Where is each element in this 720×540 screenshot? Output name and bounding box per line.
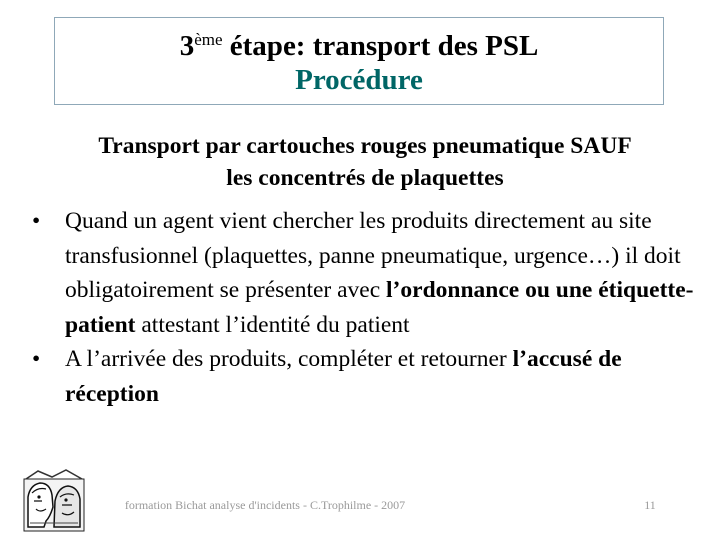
- title-box: [54, 17, 664, 105]
- bullet-1-bold: l’ordonnance ou une étiquette-patient: [65, 277, 694, 338]
- bullet-2-text: A l’arrivée des produits, compléter et retourner: [65, 346, 513, 372]
- slide-footer: formation Bichat analyse d'incidents - C.Trophilme - 2007: [124, 498, 406, 512]
- slide-title: [55, 28, 663, 64]
- lead-line-1: Transport par cartouches rouges pneumatique SAUF: [98, 133, 632, 159]
- lead-line-2: les concentrés de plaquettes: [226, 165, 504, 191]
- bullet-marker: •: [32, 208, 41, 234]
- title-superscript: ème: [194, 30, 223, 49]
- bullet-2-bold: l’accusé de réception: [65, 346, 622, 407]
- title-rest: étape: transport des PSL: [222, 30, 539, 62]
- bullet-1-text-after: attestant l’identité du patient: [135, 311, 410, 338]
- bullet-list: [30, 204, 700, 411]
- lead-statement: [30, 130, 700, 194]
- page-number: 11: [644, 498, 656, 512]
- bullet-item-1: [30, 204, 700, 342]
- slide-subtitle: Procédure: [295, 64, 423, 96]
- bullet-marker: •: [32, 346, 41, 372]
- bullet-item-2: [30, 342, 700, 411]
- title-number: 3: [179, 30, 195, 62]
- bullet-1-text: Quand un agent vient chercher les produits directement au site transfusionnel (plaquettes, panne pneumatique, urgence…) il doit obligatoirement se présenter avec: [65, 208, 681, 303]
- two-faces-engraving-logo-icon: [22, 467, 86, 533]
